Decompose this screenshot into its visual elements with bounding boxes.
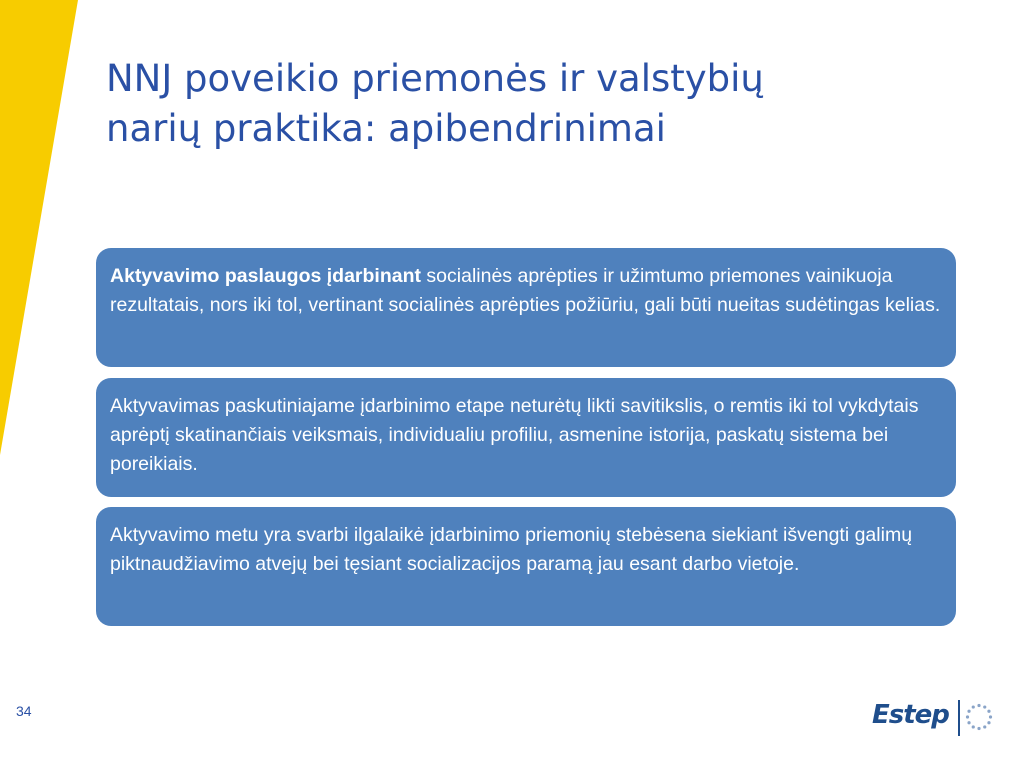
estep-logo-divider bbox=[958, 700, 960, 736]
summary-box-2-text: Aktyvavimas paskutiniajame įdarbinimo etape neturėtų likti savitikslis, o remtis iki tol vykdytais aprėptį skatinančiais veiksmais, individualiu profiliu, asmenine istorija, paskatų sistema bei poreikiais. bbox=[110, 395, 919, 475]
summary-box-1-text bbox=[110, 262, 942, 320]
estep-logo bbox=[872, 696, 996, 738]
summary-box-3 bbox=[96, 507, 956, 626]
summary-box-2 bbox=[96, 378, 956, 497]
slide-title-line-1: NNJ poveikio priemonės ir valstybių bbox=[106, 57, 764, 100]
estep-logo-wordmark: Estep bbox=[872, 700, 949, 730]
summary-box-1 bbox=[96, 248, 956, 367]
summary-box-1-bold-text: Aktyvavimo paslaugos įdarbinant bbox=[110, 265, 422, 287]
slide-title-line-2: narių praktika: apibendrinimai bbox=[106, 107, 666, 150]
summary-box-1-body-text: socialinės aprėpties ir užimtumo priemones vainikuoja rezultatais, nors iki tol, vertinant socialinės aprėpties požiūriu, gali būti nueitas sudėtingas kelias. bbox=[110, 265, 941, 316]
summary-box-3-text: Aktyvavimo metu yra svarbi ilgalaikė įdarbinimo priemonių stebėsena siekiant išvengti galimų piktnaudžiavimo atvejų bei tęsiant socializacijos paramą jau esant darbo vietoje. bbox=[110, 524, 913, 575]
page-number: 34 bbox=[16, 703, 32, 719]
slide-title bbox=[106, 54, 966, 154]
yellow-accent-stripe bbox=[0, 0, 80, 460]
eu-stars-icon bbox=[964, 702, 994, 732]
